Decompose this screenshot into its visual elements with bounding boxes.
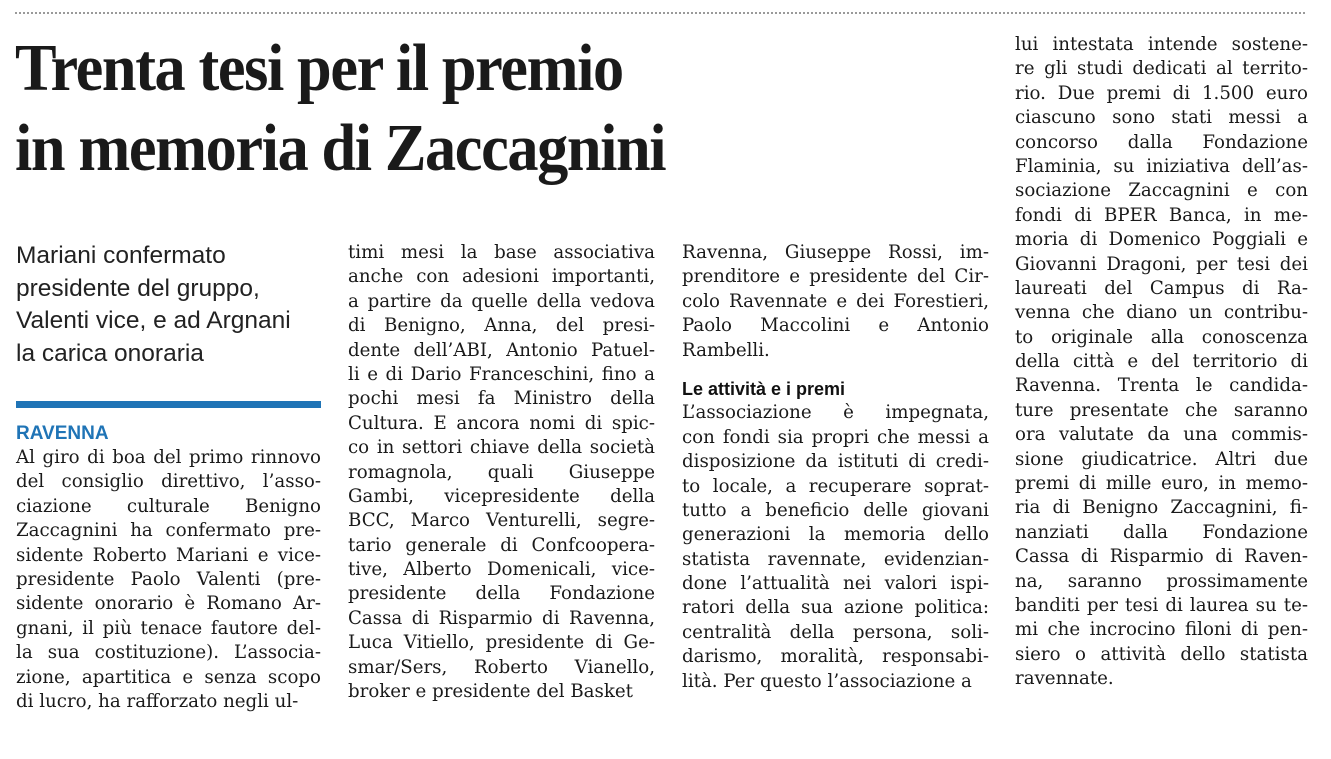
body-text-line: BCC, Marco Venturelli, segre- [348,510,655,532]
body-text-line: ratori della sua azione politica: [682,597,989,619]
body-text-line: Luca Vitiello, presidente di Ge- [348,632,655,654]
body-text-line: ora valutate da una commis- [1015,424,1308,446]
body-text-line: ria di Benigno Zaccagnini, fi- [1015,497,1308,519]
body-text-line: Rambelli. [682,339,770,361]
body-text-line: tario generale di Confcoopera- [348,534,655,556]
body-text-line: statista ravennate, evidenzian- [682,548,989,570]
body-text-line: della città e del territorio di [1015,351,1308,373]
body-text-line: mi che incrocino filoni di pen- [1015,619,1308,641]
body-text-line: L’associazione è impegnata, [682,402,989,424]
body-text-line: siero o attività dello statista [1015,643,1308,665]
body-text-line: Paolo Maccolini e Antonio [682,315,989,337]
body-text-line: co in settori chiave della società [348,437,655,459]
body-text-line: broker e presidente del Basket [348,681,633,703]
body-text-line: ciazione culturale Benigno [16,495,321,517]
body-text-line: lui intestata intende sostene- [1015,34,1308,55]
body-text-line: tutto a beneficio delle giovani [682,499,989,521]
body-column-4 [1015,33,1308,692]
body-text-line: sidente onorario è Romano Ar- [16,593,321,615]
body-text-line: Cassa di Risparmio di Raven- [1015,546,1308,568]
body-text-line: del consiglio direttivo, l’asso- [16,471,321,493]
body-text-line: a partire da quelle della vedova [348,290,655,312]
body-text-line: rio. Due premi di 1.500 euro [1015,82,1308,104]
body-text-line: generazioni la memoria dello [682,524,989,546]
article-headline [15,28,926,188]
body-text-line: Zaccagnini ha confermato pre- [16,520,321,542]
body-text-line: banditi per tesi di laurea su te- [1015,594,1308,616]
body-text-line: colo Ravennate e dei Forestieri, [682,290,989,312]
body-text-line: centralità della persona, soli- [682,621,989,643]
body-text-line: con fondi sia propri che messi a [682,426,989,448]
body-text-line: pochi mesi fa Ministro della [348,388,655,410]
body-text-line: sidente Roberto Mariani e vice- [16,544,321,566]
body-text-line: to locale, a recuperare soprat- [682,475,989,497]
body-text-line: presidente Paolo Valenti (pre- [16,568,321,590]
body-text-line: la sua costituzione). L’associa- [16,642,321,664]
section-accent-bar [16,401,321,408]
headline-line: in memoria di Zaccagnini [15,111,666,185]
body-text-line: disposizione da istituti di credi- [682,451,989,473]
body-text-line: dente dell’ABI, Antonio Patuel- [348,339,655,361]
body-text-line: smar/Sers, Roberto Vianello, [348,656,655,678]
body-text-line: fondi di BPER Banca, in me- [1015,204,1308,226]
body-text-line: premi di mille euro, in memo- [1015,473,1308,495]
subsection-title: Le attività e i premi [682,378,846,399]
body-text-line: darismo, moralità, responsabi- [682,646,989,668]
body-text-line: presidente della Fondazione [348,583,655,605]
body-text-line: Flaminia, su iniziativa dell’as- [1015,155,1308,177]
body-text-line: di lucro, ha rafforzato negli ul- [16,690,299,712]
body-text-line: nanziati dalla Fondazione [1015,521,1308,543]
top-dotted-rule [15,12,1305,14]
body-text-line: sociazione Zaccagnini e con [1015,180,1308,202]
body-text-line: anche con adesioni importanti, [348,266,655,288]
body-text-line: Al giro di boa del primo rinnovo [16,447,321,468]
body-text-line: re gli studi dedicati al territo- [1015,58,1308,80]
body-text-line: Cultura. E ancora nomi di spic- [348,412,655,434]
body-text-line: laureati del Campus di Ra- [1015,277,1308,299]
body-column-3 [682,241,989,694]
body-text-line: moria di Domenico Poggiali e [1015,229,1308,251]
subhead-line: Valenti vice, e ad Argnani [16,307,291,334]
body-text-line: di Benigno, Anna, del presi- [348,315,655,337]
subhead-line: presidente del gruppo, [16,274,260,302]
body-text-line: prenditore e presidente del Cir- [682,266,989,288]
headline-line: Trenta tesi per il premio [15,31,623,105]
body-text-line: tive, Alberto Domenicali, vice- [348,559,655,581]
body-text-line: Cassa di Risparmio di Ravenna, [348,607,655,629]
body-column-1 [16,446,321,714]
body-text-line: to originale alla conoscenza [1015,326,1308,348]
article-subheadline [16,240,336,370]
body-text-line: ture presentate che saranno [1015,399,1308,421]
body-text-line: venna che diano un contribu- [1015,302,1308,324]
subhead-line: la carica onoraria [16,339,204,367]
body-text-line: Ravenna, Giuseppe Rossi, im- [682,242,989,263]
subhead-line: Mariani confermato [16,242,226,269]
body-text-line: ravennate. [1015,668,1114,690]
dateline: RAVENNA [16,423,109,444]
body-column-2 [348,241,655,704]
body-column-3-part-2 [682,401,989,694]
body-text-line: gnani, il più tenace fautore del- [16,617,321,639]
body-text-line: timi mesi la base associativa [348,242,655,263]
body-text-line: Giovanni Dragoni, per tesi dei [1015,253,1308,275]
body-column-3-part-1 [682,241,989,363]
body-text-line: romagnola, quali Giuseppe [348,461,655,483]
body-text-line: ciascuno sono stati messi a [1015,107,1308,129]
body-text-line: zione, apartitica e senza scopo [16,666,321,688]
body-text-line: lità. Per questo l’associazione a [682,670,972,692]
body-text-line: Gambi, vicepresidente della [348,485,655,507]
body-text-line: concorso dalla Fondazione [1015,131,1308,153]
body-text-line: Ravenna. Trenta le candida- [1015,375,1308,397]
body-text-line: li e di Dario Franceschini, fino a [348,363,655,385]
body-text-line: done l’attualità nei valori ispi- [682,573,989,595]
body-text-line: sione giudicatrice. Altri due [1015,448,1308,470]
body-text-line: na, saranno prossimamente [1015,570,1308,592]
